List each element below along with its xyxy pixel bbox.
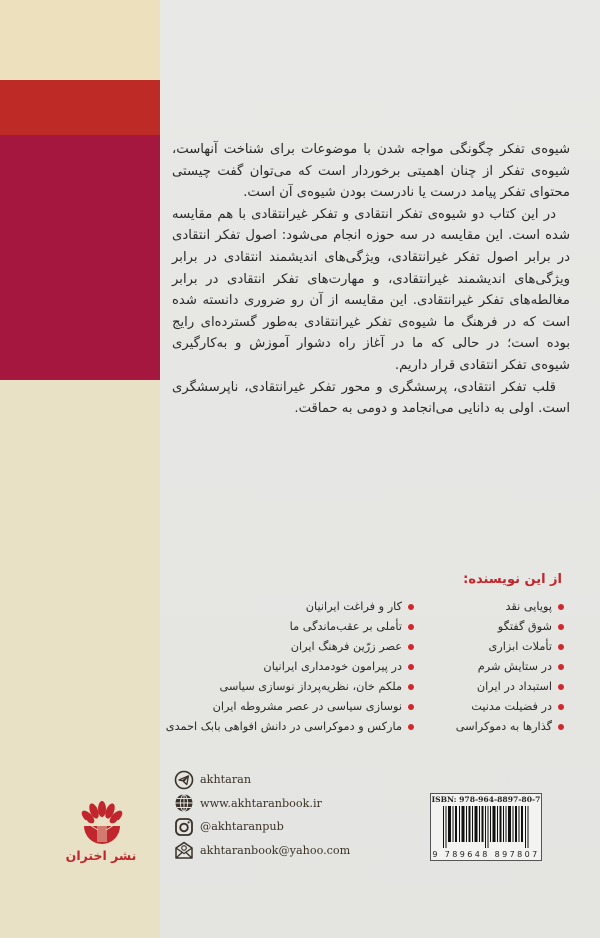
book-blurb bbox=[172, 139, 570, 420]
book-item bbox=[414, 637, 564, 657]
bullet-icon bbox=[558, 604, 564, 610]
other-books-heading: از این نویسنده: bbox=[463, 572, 562, 587]
book-item bbox=[414, 597, 564, 617]
contact-website[interactable] bbox=[174, 792, 350, 816]
book-title: گذارها به دموکراسی bbox=[455, 720, 552, 733]
contact-text: @akhtaranpub bbox=[200, 820, 284, 834]
book-item bbox=[164, 697, 414, 717]
book-item bbox=[164, 617, 414, 637]
barcode-digits: 9 789648 897807 bbox=[432, 850, 540, 859]
book-item bbox=[414, 677, 564, 697]
book-title: نوسازی سیاسی در عصر مشروطه ایران bbox=[212, 700, 402, 713]
bullet-icon bbox=[408, 704, 414, 710]
red-band bbox=[0, 80, 160, 135]
book-item bbox=[414, 617, 564, 637]
bullet-icon bbox=[558, 724, 564, 730]
bullet-icon bbox=[408, 624, 414, 630]
book-title: در ستایش شرم bbox=[477, 660, 552, 673]
cream-band-top bbox=[0, 0, 160, 80]
book-title: در فضیلت مدنیت bbox=[471, 700, 552, 713]
book-title: مارکس و دموکراسی در دانش افواهی بابک احمدی bbox=[165, 720, 402, 733]
book-item bbox=[164, 597, 414, 617]
book-title: کار و فراغت ایرانیان bbox=[305, 600, 402, 613]
book-title: ملکم خان، نظریه‌پرداز نوسازی سیاسی bbox=[219, 680, 402, 693]
book-item bbox=[164, 637, 414, 657]
publisher-name: نشر اختران bbox=[65, 848, 137, 863]
blurb-paragraph: قلب تفکر انتقادی، پرسشگری و محور تفکر غیرانتقادی، ناپرسشگری است. اولی به دانایی می‌انجامد و دومی به حماقت. bbox=[172, 379, 570, 417]
other-books-column-right bbox=[414, 597, 564, 737]
book-item bbox=[164, 677, 414, 697]
book-item bbox=[164, 717, 414, 737]
globe-icon bbox=[174, 793, 194, 813]
book-item bbox=[164, 657, 414, 677]
bullet-icon bbox=[558, 664, 564, 670]
contact-instagram[interactable] bbox=[174, 815, 350, 839]
crimson-band bbox=[0, 135, 160, 380]
bullet-icon bbox=[558, 624, 564, 630]
bullet-icon bbox=[558, 684, 564, 690]
contact-text: akhtaranbook@yahoo.com bbox=[200, 843, 351, 857]
book-title: تأملی بر عقب‌ماندگی ما bbox=[289, 620, 402, 633]
blurb-paragraph: شیوه‌ی تفکر چگونگی مواجه شدن با موضوعات برای شناخت آنهاست، شیوه‌ی تفکر از چنان اهمیتی برخوردار است که می‌توان گفت چیستی محتوای تفکر پیامد درست یا نادرست بودن شیوه‌ی آن است. bbox=[172, 142, 570, 201]
book-title: پویایی نقد bbox=[505, 600, 552, 613]
contact-email[interactable] bbox=[174, 839, 350, 863]
book-title: عصر زرّین فرهنگ ایران bbox=[290, 640, 402, 653]
bullet-icon bbox=[408, 604, 414, 610]
bullet-icon bbox=[408, 724, 414, 730]
blurb-paragraph: در این کتاب دو شیوه‌ی تفکر انتقادی و تفکر غیرانتقادی با هم مقایسه شده است. این مقایسه در سه حوزه انجام می‌شود: اصول تفکر انتقادی در برابر اصول تفکر غیرانتقادی، ویژگی‌های اندیشمند انتقادی در برابر ویژگی‌های اندیشمند غیرانتقادی، و مهارت‌های تفکر انتقادی در برابر مغالطه‌های تفکر غیرانتقادی. این مقایسه از آن رو ضروری دانسته شده است که در فرهنگ ما شیوه‌ی تفکر غیرانتقادی به‌طور گسترده‌ای رایج بوده است؛ در حالی که ما در آغاز راه دشوار آموزش و به‌کارگیری شیوه‌ی تفکر انتقادی قرار داریم. bbox=[172, 206, 570, 373]
bullet-icon bbox=[408, 644, 414, 650]
other-books-column-left bbox=[164, 597, 414, 737]
cover-spine-strip bbox=[0, 0, 160, 938]
instagram-icon bbox=[174, 817, 194, 837]
contact-text: www.akhtaranbook.ir bbox=[200, 796, 322, 810]
bullet-icon bbox=[408, 664, 414, 670]
bullet-icon bbox=[408, 684, 414, 690]
telegram-icon bbox=[174, 770, 194, 790]
barcode-bars-icon bbox=[443, 806, 529, 848]
book-item bbox=[414, 657, 564, 677]
book-title: استبداد در ایران bbox=[476, 680, 552, 693]
book-item bbox=[414, 717, 564, 737]
contact-text: akhtaran bbox=[200, 773, 252, 787]
isbn-label: ISBN: 978-964-8897-80-7 bbox=[431, 795, 541, 804]
bullet-icon bbox=[558, 704, 564, 710]
email-icon bbox=[174, 840, 194, 860]
publisher-contacts bbox=[174, 768, 350, 862]
isbn-barcode bbox=[430, 793, 542, 861]
book-title: شوق گفتگو bbox=[497, 620, 552, 633]
flower-logo-icon bbox=[80, 800, 124, 844]
contact-telegram[interactable] bbox=[174, 768, 350, 792]
bullet-icon bbox=[558, 644, 564, 650]
book-item bbox=[414, 697, 564, 717]
book-title: تأملات ابزاری bbox=[488, 640, 552, 653]
book-title: در پیرامون خودمداری ایرانیان bbox=[263, 660, 402, 673]
